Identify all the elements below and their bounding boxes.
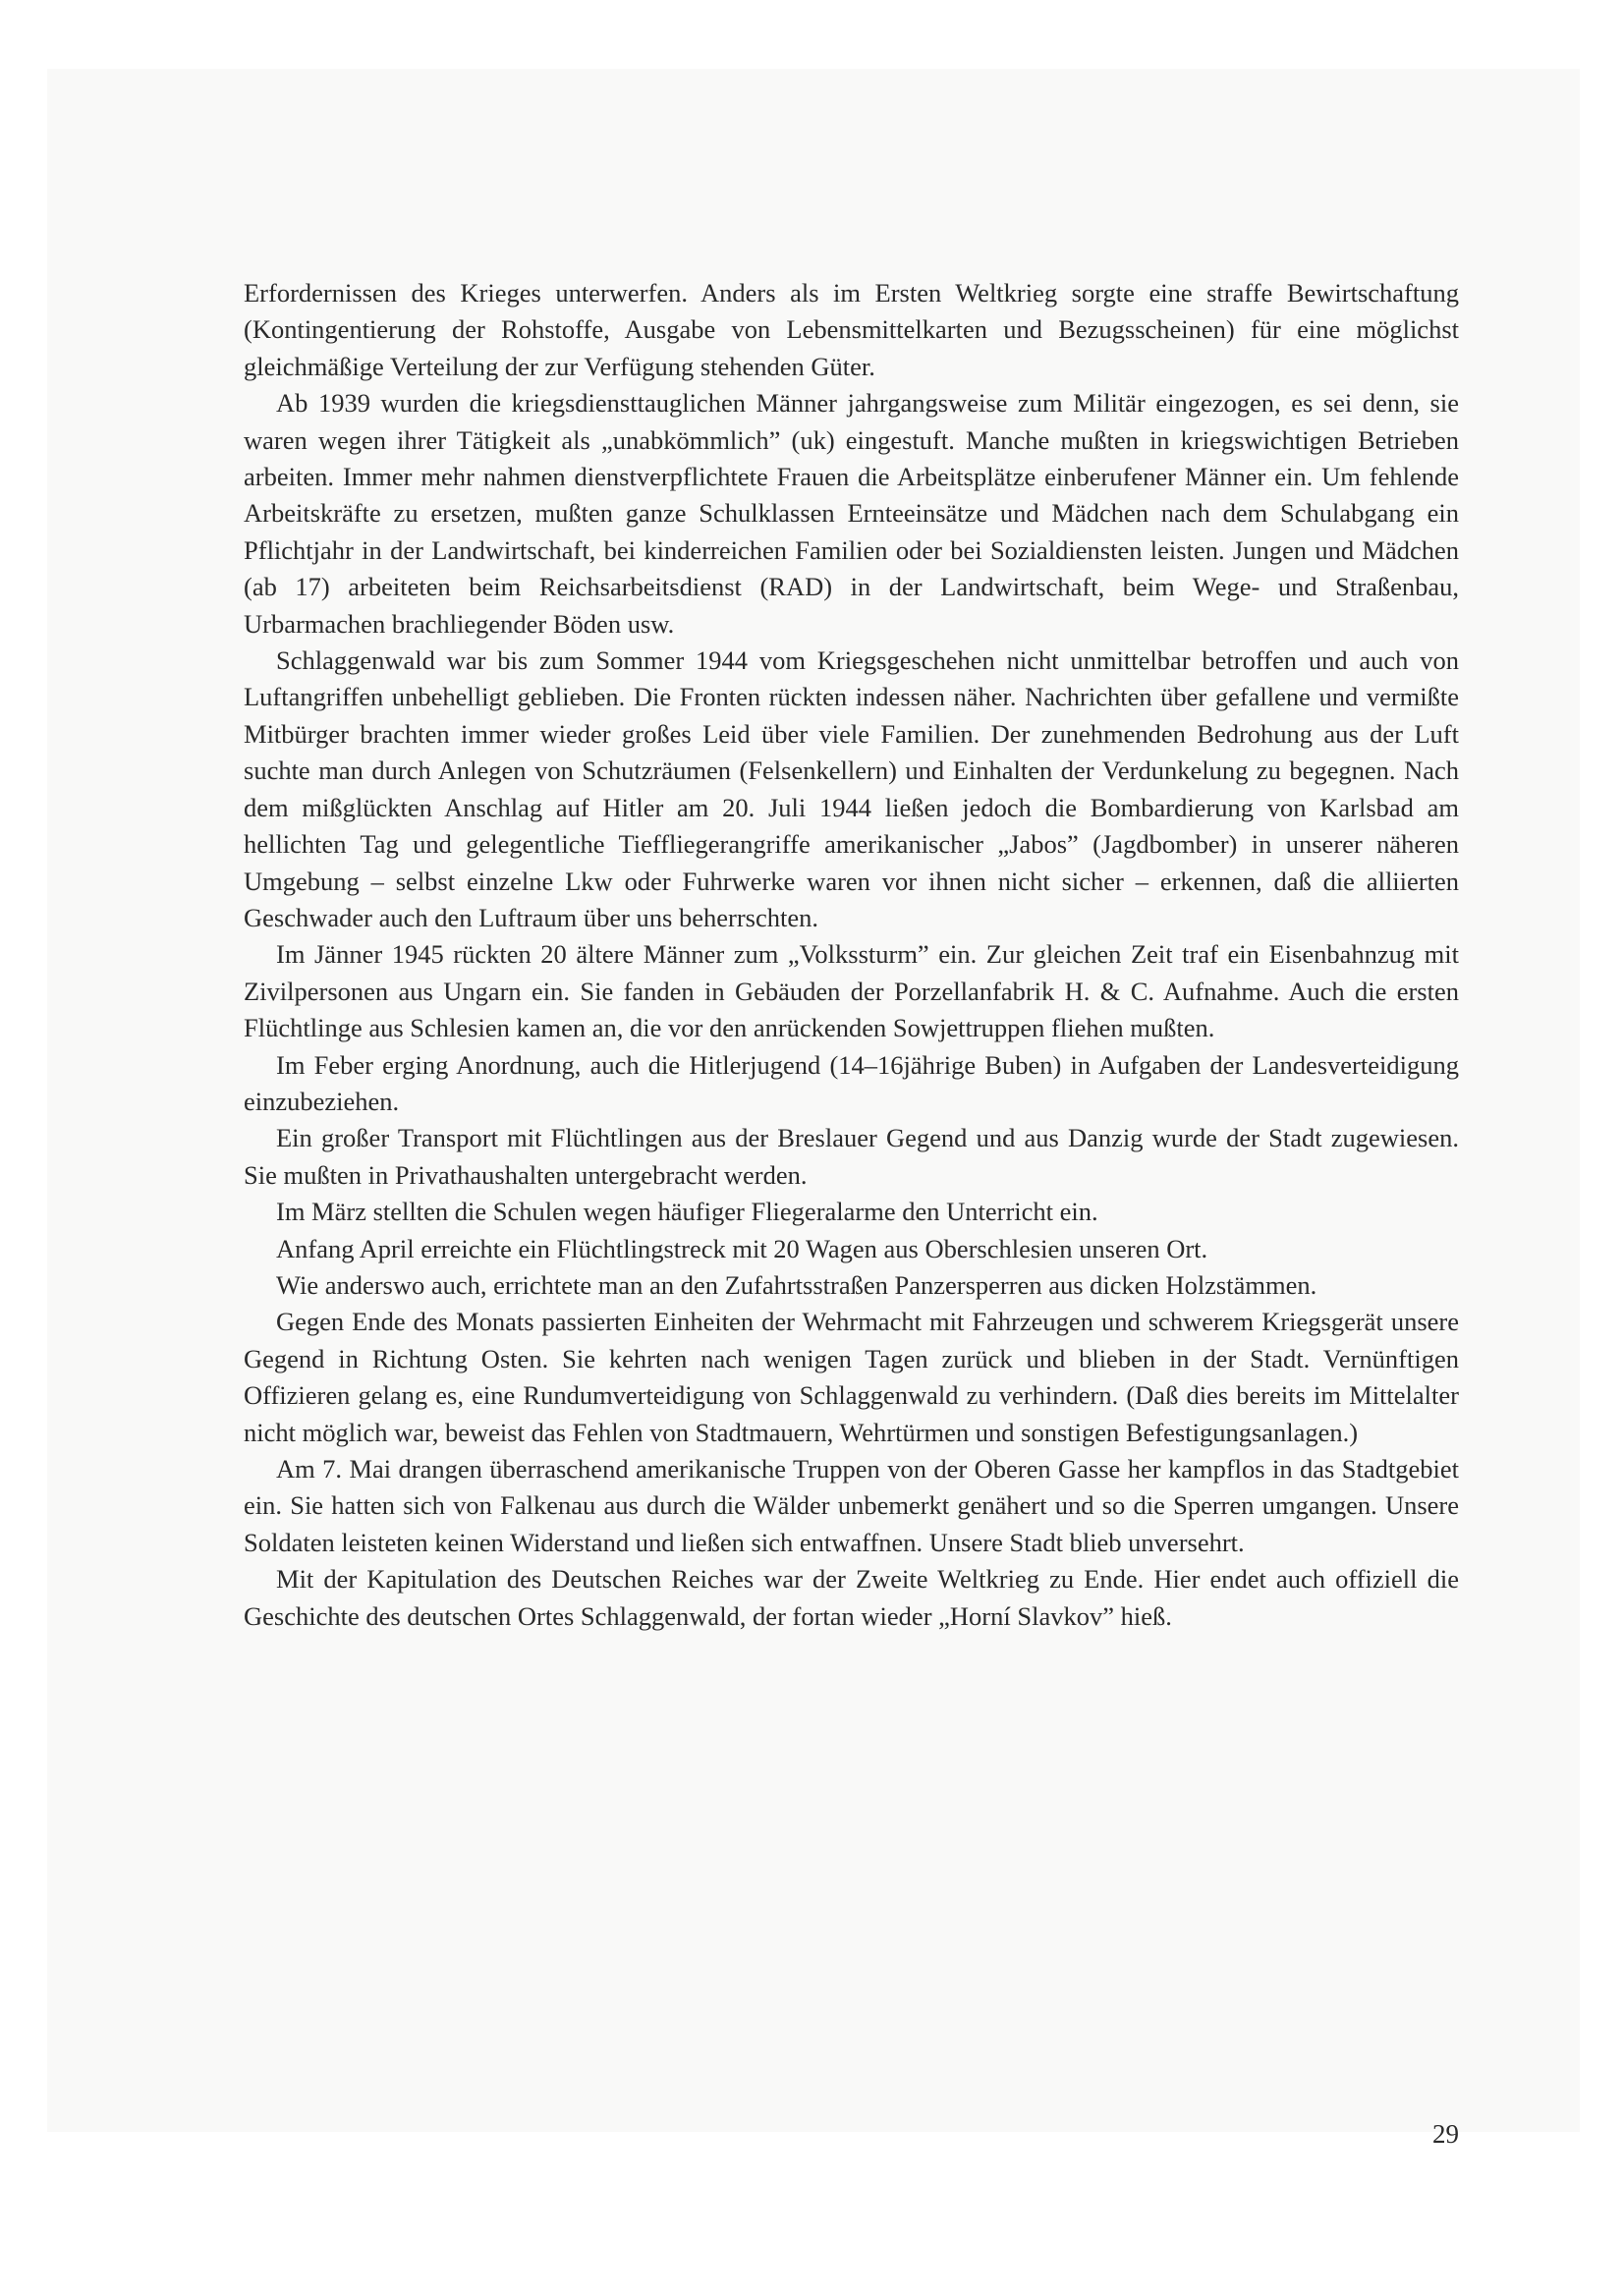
paragraph-5: Im Feber erging Anordnung, auch die Hitlerjugend (14–16jährige Buben) in Aufgaben der Landesverteidigung einzubeziehen. [244,1049,1459,1116]
page-sheet [47,69,1580,2149]
paragraph-4: Im Jänner 1945 rückten 20 ältere Männer zum „Volkssturm” ein. Zur gleichen Zeit traf ein Eisenbahnzug mit Zivilpersonen aus Ungarn ein. Sie fanden in Gebäuden der Porzellanfabrik H. & C. Aufnahme. Auch die ersten Flüchtlinge aus Schlesien kamen an, die vor den anrückenden Sowjettruppen fliehen mußten. [244,939,1459,1043]
paragraph-6: Ein großer Transport mit Flüchtlingen aus der Breslauer Gegend und aus Danzig wurde der Stadt zugewiesen. Sie mußten in Privathaushalten untergebracht werden. [244,1123,1459,1190]
paragraph-8: Anfang April erreichte ein Flüchtlingstreck mit 20 Wagen aus Oberschlesien unseren Ort. [276,1233,1208,1263]
paragraph-7: Im März stellten die Schulen wegen häufiger Fliegeralarme den Unterricht ein. [276,1197,1098,1227]
body-text [244,275,1459,1635]
paragraph-3: Schlaggenwald war bis zum Sommer 1944 vom Kriegsgeschehen nicht unmittelbar betroffen und auch von Luftangriffen unbehelligt geblieben. Die Fronten rückten indessen näher. Nachrichten über gefallene und vermißte Mitbürger brachten immer wieder großes Leid über viele Familien. Der zunehmenden Bedrohung aus der Luft suchte man durch Anlegen von Schutzräumen (Felsenkellern) und Einhalten der Verdunkelung zu begegnen. Nach dem mißglückten Anschlag auf Hitler am 20. Juli 1944 ließen jedoch die Bombardierung von Karlsbad am hellichten Tag und gelegentliche Tieffliegerangriffe amerikanischer „Jabos” (Jagdbomber) in unserer näheren Umgebung – selbst einzelne Lkw oder Fuhrwerke waren vor ihnen nicht sicher – erkennen, daß die alliierten Geschwader auch den Luftraum über uns beherrschten. [244,645,1459,932]
paragraph-11: Am 7. Mai drangen überraschend amerikanische Truppen von der Oberen Gasse her kampflos in das Stadtgebiet ein. Sie hatten sich von Falkenau aus durch die Wälder unbemerkt genähert und so die Sperren umgangen. Unsere Soldaten leisteten keinen Widerstand und ließen sich entwaffnen. Unsere Stadt blieb unversehrt. [244,1454,1459,1557]
paragraph-10: Gegen Ende des Monats passierten Einheiten der Wehrmacht mit Fahrzeugen und schwerem Kriegsgerät unsere Gegend in Richtung Osten. Sie kehrten nach wenigen Tagen zurück und blieben in der Stadt. Vernünftigen Offizieren gelang es, eine Rundumverteidigung von Schlaggenwald zu verhindern. (Daß dies bereits im Mittelalter nicht möglich war, beweist das Fehlen von Stadtmauern, Wehrtürmen und sonstigen Befestigungsanlagen.) [244,1307,1459,1447]
paragraph-9: Wie anderswo auch, errichtete man an den Zufahrtsstraßen Panzersperren aus dicken Holzstämmen. [276,1269,1317,1300]
paragraph-1: Erfordernissen des Krieges unterwerfen. Anders als im Ersten Weltkrieg sorgte eine straffe Bewirtschaftung (Kontingentierung der Rohstoffe, Ausgabe von Lebensmittelkarten und Bezugsscheinen) für eine möglichst gleichmäßige Verteilung der zur Verfügung stehenden Güter. [244,278,1459,381]
paragraph-12: Mit der Kapitulation des Deutschen Reiches war der Zweite Weltkrieg zu Ende. Hier endet auch offiziell die Geschichte des deutschen Ortes Schlaggenwald, der fortan wieder „Horní Slavkov” hieß. [244,1564,1459,1631]
page-number: 29 [1432,2119,1459,2149]
paragraph-2: Ab 1939 wurden die kriegsdiensttauglichen Männer jahrgangsweise zum Militär eingezogen, es sei denn, sie waren wegen ihrer Tätigkeit als „unabkömmlich” (uk) eingestuft. Manche mußten in kriegswichtigen Betrieben arbeiten. Immer mehr nahmen dienstverpflichtete Frauen die Arbeitsplätze einberufener Männer ein. Um fehlende Arbeitskräfte zu ersetzen, mußten ganze Schulklassen Ernteeinsätze und Mädchen nach dem Schulabgang ein Pflichtjahr in der Landwirtschaft, bei kinderreichen Familien oder bei Sozialdiensten leisten. Jungen und Mädchen (ab 17) arbeiteten beim Reichsarbeitsdienst (RAD) in der Landwirtschaft, beim Wege- und Straßenbau, Urbarmachen brachliegender Böden usw. [244,388,1459,639]
